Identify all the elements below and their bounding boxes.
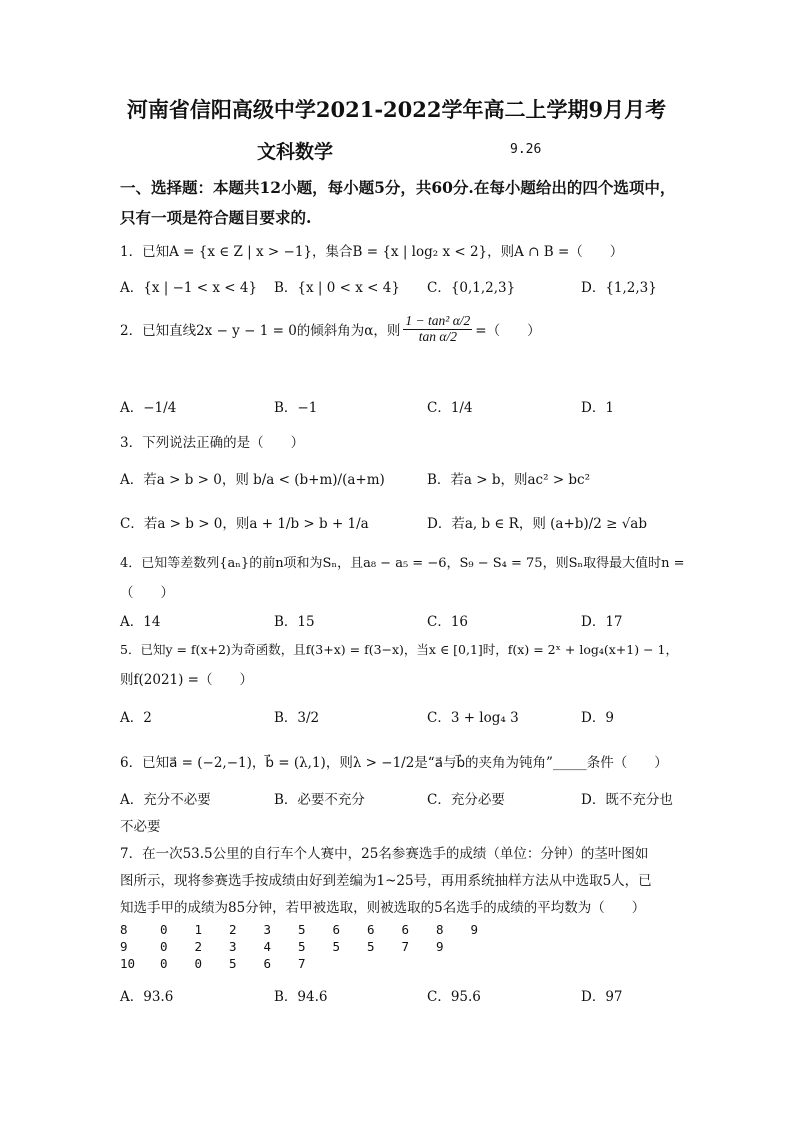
q7-option-a: A．93.6: [120, 989, 174, 1005]
stem-value: 8: [120, 922, 128, 937]
q7-stem-line1: 7．在一次53.5公里的自行车个人赛中，25名参赛选手的成绩（单位：分钟）的茎叶图如: [120, 846, 649, 862]
q1-option-b: B．{x | 0 < x < 4}: [274, 280, 400, 296]
leaf-value: 0: [160, 939, 168, 954]
stem-leaf-plot: [120, 922, 540, 974]
q2-stem-end: =（ ）: [475, 323, 541, 340]
q1-option-a: A．{x | −1 < x < 4}: [120, 280, 258, 296]
q2-fraction-numerator: 1 − tan² α/2: [405, 313, 471, 328]
leaf-value: 6: [263, 956, 272, 971]
q3-stem: 3．下列说法正确的是（ ）: [120, 435, 305, 451]
leaf-value: 5: [298, 922, 306, 937]
q2-option-a: A．−1/4: [120, 400, 177, 416]
leaf-value: 5: [229, 956, 237, 971]
q7-option-d: D．97: [581, 989, 623, 1005]
q6-option-b: B．必要不充分: [274, 792, 365, 808]
q5-stem-line2: 则f(2021) =（ ）: [120, 672, 253, 688]
q5-option-b: B．3/2: [274, 710, 320, 726]
page-subtitle: 文科数学: [257, 141, 334, 163]
q1-option-d: D．{1,2,3}: [581, 280, 657, 296]
leaf-value: 1: [194, 922, 203, 937]
leaf-value: 6: [332, 922, 341, 937]
q4-option-a: A．14: [120, 614, 161, 630]
leaf-value: 9: [436, 939, 444, 954]
q2-stem-text: 2．已知直线2x − y − 1 = 0的倾斜角为α，则: [120, 323, 401, 340]
q1-option-c: C．{0,1,2,3}: [427, 280, 516, 296]
q6-option-d: D．既不充分也: [581, 792, 673, 808]
q3-option-a: A．若a > b > 0，则 b/a < (b+m)/(a+m): [120, 472, 385, 488]
q5-option-d: D．9: [581, 710, 614, 726]
leaf-value: 0: [160, 956, 168, 971]
section-header-line2: 只有一项是符合题目要求的.: [120, 208, 312, 227]
q3-option-c: C．若a > b > 0，则a + 1/b > b + 1/a: [120, 516, 369, 532]
q5-option-c: C．3 + log₄ 3: [427, 710, 519, 726]
leaf-value: 2: [229, 922, 237, 937]
leaf-value: 7: [401, 939, 410, 954]
leaf-value: 3: [229, 939, 237, 954]
q3-option-d: D．若a, b ∈ R，则 (a+b)/2 ≥ √ab: [427, 516, 647, 532]
leaf-value: 5: [298, 939, 306, 954]
leaf-value: 9: [470, 922, 479, 937]
leaf-value: 6: [401, 922, 410, 937]
q6-option-d-continued: 不必要: [120, 819, 161, 835]
q4-stem-line1: 4．已知等差数列{aₙ}的前n项和为Sₙ，且a₈ − a₅ = −6，S₉ − S₄ = 75，则Sₙ取得最大值时n =: [120, 556, 685, 571]
leaf-value: 6: [367, 922, 375, 937]
section-header-line1: 一、选择题：本题共12小题，每小题5分，共60分.在每小题给出的四个选项中，: [120, 178, 676, 197]
leaf-value: 0: [194, 956, 203, 971]
q4-option-d: D．17: [581, 614, 623, 630]
leaf-value: 4: [263, 939, 272, 954]
q7-option-b: B．94.6: [274, 989, 328, 1005]
q5-option-a: A．2: [120, 710, 152, 726]
q7-stem-line3: 知选手甲的成绩为85分钟，若甲被选取，则被选取的5名选手的成绩的平均数为（ ）: [120, 900, 646, 916]
leaf-value: 5: [367, 939, 375, 954]
stem-value: 10: [120, 956, 136, 971]
leaf-value: 7: [298, 956, 306, 971]
q2-option-d: D．1: [581, 400, 614, 416]
q6-option-c: C．充分必要: [427, 792, 505, 808]
exam-date: 9.26: [510, 142, 542, 157]
q6-stem: 6．已知a⃗ = (−2,−1)，b⃗ = (λ,1)，则λ > −1/2是“a⃗与b⃗的夹角为钝角”_____条件（ ）: [120, 755, 668, 771]
stem-value: 9: [120, 939, 128, 954]
q5-stem-line1: 5．已知y = f(x+2)为奇函数，且f(3+x) = f(3−x)，当x ∈ [0,1]时，f(x) = 2ˣ + log₄(x+1) − 1，: [120, 642, 678, 657]
q7-stem-line2: 图所示，现将参赛选手按成绩由好到差编为1~25号，再用系统抽样方法从中选取5人，已: [120, 873, 652, 889]
leaf-value: 3: [263, 922, 272, 937]
page-title: 河南省信阳高级中学2021-2022学年高二上学期9月月考: [126, 97, 667, 122]
q1-stem: 1．已知A = {x ∈ Z | x > −1}，集合B = {x | log₂ x < 2}，则A ∩ B =（ ）: [120, 244, 624, 260]
leaf-value: 0: [160, 922, 168, 937]
q3-option-b: B．若a > b，则ac² > bc²: [427, 472, 591, 488]
q2-option-b: B．−1: [274, 400, 318, 416]
q2-option-c: C．1/4: [427, 400, 473, 416]
leaf-value: 2: [194, 939, 203, 954]
q2-fraction-denominator: tan α/2: [418, 328, 457, 344]
leaf-value: 5: [332, 939, 341, 954]
q2-fraction: [403, 314, 472, 345]
q7-option-c: C．95.6: [427, 989, 481, 1005]
q4-stem-line2: （ ）: [120, 585, 174, 601]
leaf-value: 8: [436, 922, 444, 937]
q2-stem: [120, 314, 541, 345]
q6-option-a: A．充分不必要: [120, 792, 211, 808]
q4-option-b: B．15: [274, 614, 315, 630]
q4-option-c: C．16: [427, 614, 469, 630]
